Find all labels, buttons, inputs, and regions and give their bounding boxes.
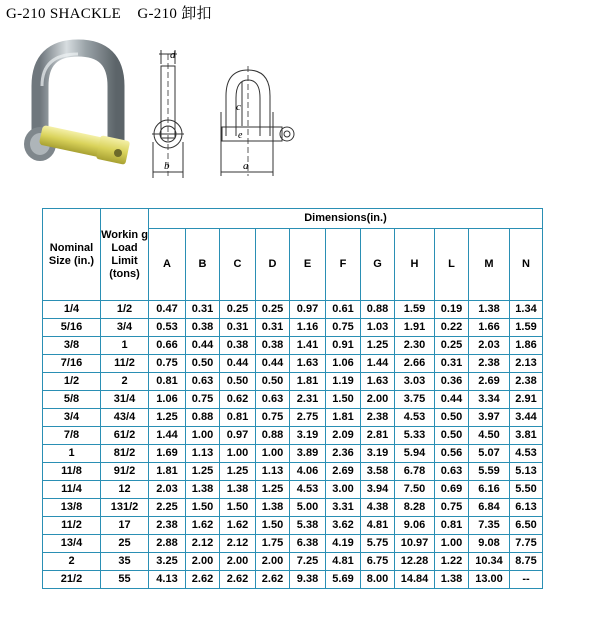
dimension-cell: 7.75 <box>510 535 543 553</box>
dimension-cell: 1.00 <box>435 535 469 553</box>
dimension-cell: 8.75 <box>510 553 543 571</box>
shackle-illustrations <box>0 26 592 206</box>
dimension-cell: 1.16 <box>290 319 326 337</box>
dimension-cell: 2.75 <box>290 409 326 427</box>
table-row <box>43 391 543 409</box>
dimension-cell: 1.81 <box>290 373 326 391</box>
dimension-column-d: D <box>256 229 290 301</box>
working-load-limit-cell: 35 <box>101 553 149 571</box>
dimension-cell: 2.81 <box>361 427 395 445</box>
dimension-cell: 2.66 <box>395 355 435 373</box>
dimension-cell: 4.53 <box>395 409 435 427</box>
label-c: c <box>236 101 241 113</box>
dimension-cell: 0.75 <box>435 499 469 517</box>
dimension-cell: 9.38 <box>290 571 326 589</box>
dimension-cell: 0.81 <box>220 409 256 427</box>
dimension-cell: 0.61 <box>326 301 361 319</box>
dimension-cell: 1.03 <box>361 319 395 337</box>
dimension-cell: 0.44 <box>186 337 220 355</box>
dimension-cell: 3.58 <box>361 463 395 481</box>
working-load-limit-cell: 12 <box>101 481 149 499</box>
table-row <box>43 535 543 553</box>
working-load-limit-cell: 1/2 <box>101 301 149 319</box>
dimension-cell: 5.13 <box>510 463 543 481</box>
dimension-cell: 2.88 <box>149 535 186 553</box>
dimension-cell: 5.69 <box>326 571 361 589</box>
dimension-cell: 6.78 <box>395 463 435 481</box>
dimension-cell: 0.75 <box>149 355 186 373</box>
table-row <box>43 337 543 355</box>
dimension-column-g: G <box>361 229 395 301</box>
dimension-cell: 2.12 <box>220 535 256 553</box>
dimension-cell: 2.69 <box>469 373 510 391</box>
dimension-cell: 1.63 <box>290 355 326 373</box>
shackle-spec-table <box>42 208 543 589</box>
dimension-cell: 2.09 <box>326 427 361 445</box>
dimension-column-h: H <box>395 229 435 301</box>
dimension-cell: 7.35 <box>469 517 510 535</box>
working-load-limit-cell: 131/2 <box>101 499 149 517</box>
dimension-cell: 4.53 <box>290 481 326 499</box>
dimension-cell: 2.36 <box>326 445 361 463</box>
dimension-cell: 5.00 <box>290 499 326 517</box>
dimension-cell: 1.62 <box>220 517 256 535</box>
dimension-cell: 3.25 <box>149 553 186 571</box>
dimension-cell: 2.30 <box>395 337 435 355</box>
dimension-cell: 3.97 <box>469 409 510 427</box>
dimension-cell: 0.25 <box>435 337 469 355</box>
working-load-limit-cell: 91/2 <box>101 463 149 481</box>
dimension-cell: 1.44 <box>361 355 395 373</box>
dimension-cell: 0.88 <box>186 409 220 427</box>
dimension-cell: 1.50 <box>256 517 290 535</box>
dimension-cell: 2.62 <box>220 571 256 589</box>
nominal-size-cell: 1/4 <box>43 301 101 319</box>
dimension-cell: 6.84 <box>469 499 510 517</box>
dimension-cell: 0.19 <box>435 301 469 319</box>
dimension-cell: 1.25 <box>256 481 290 499</box>
dimension-cell: 14.84 <box>395 571 435 589</box>
dimension-cell: 1.81 <box>326 409 361 427</box>
dimension-cell: 0.75 <box>186 391 220 409</box>
nominal-size-cell: 7/8 <box>43 427 101 445</box>
dimension-cell: 2.38 <box>469 355 510 373</box>
dimension-cell: 0.53 <box>149 319 186 337</box>
dimension-cell: 0.47 <box>149 301 186 319</box>
dimension-cell: 0.38 <box>256 337 290 355</box>
dimension-cell: 6.75 <box>361 553 395 571</box>
nominal-size-cell: 11/8 <box>43 463 101 481</box>
dimensions-header: Dimensions(in.) <box>149 209 543 229</box>
dimension-cell: 6.50 <box>510 517 543 535</box>
table-row <box>43 319 543 337</box>
dimension-cell: 2.91 <box>510 391 543 409</box>
nominal-size-cell: 13/8 <box>43 499 101 517</box>
dimension-cell: 1.25 <box>361 337 395 355</box>
dimension-cell: 0.91 <box>326 337 361 355</box>
dimension-cell: 0.50 <box>435 409 469 427</box>
dimension-column-l: L <box>435 229 469 301</box>
dimension-cell: 3.34 <box>469 391 510 409</box>
dimension-cell: 3.31 <box>326 499 361 517</box>
working-load-limit-cell: 31/4 <box>101 391 149 409</box>
table-row <box>43 553 543 571</box>
dimension-cell: 2.00 <box>361 391 395 409</box>
dimension-cell: 1.25 <box>220 463 256 481</box>
nominal-size-cell: 13/4 <box>43 535 101 553</box>
dimension-cell: 1.59 <box>510 319 543 337</box>
dimension-cell: 1.50 <box>220 499 256 517</box>
dimension-cell: 1.69 <box>149 445 186 463</box>
dimension-cell: 10.34 <box>469 553 510 571</box>
working-load-limit-cell: 81/2 <box>101 445 149 463</box>
dimension-cell: 2.31 <box>290 391 326 409</box>
working-load-limit-cell: 11/2 <box>101 355 149 373</box>
dimension-cell: 3.89 <box>290 445 326 463</box>
dimension-cell: 5.38 <box>290 517 326 535</box>
dimension-cell: 0.81 <box>435 517 469 535</box>
dimension-cell: 1.25 <box>186 463 220 481</box>
dimension-cell: 4.81 <box>326 553 361 571</box>
dimension-cell: 1.13 <box>256 463 290 481</box>
table-row <box>43 427 543 445</box>
dimension-cell: 0.31 <box>435 355 469 373</box>
dimension-cell: 0.75 <box>326 319 361 337</box>
dimension-cell: 2.13 <box>510 355 543 373</box>
dimension-cell: 3.44 <box>510 409 543 427</box>
nominal-size-cell: 21/2 <box>43 571 101 589</box>
dimension-cell: 7.25 <box>290 553 326 571</box>
dimension-cell: 1.41 <box>290 337 326 355</box>
dimension-cell: 0.44 <box>220 355 256 373</box>
dimension-cell: 0.38 <box>186 319 220 337</box>
dimension-cell: 0.44 <box>256 355 290 373</box>
nominal-size-cell: 1 <box>43 445 101 463</box>
nominal-size-cell: 5/16 <box>43 319 101 337</box>
dimension-cell: 2.00 <box>186 553 220 571</box>
dimension-cell: 3.19 <box>361 445 395 463</box>
dimension-cell: 1.00 <box>256 445 290 463</box>
dimension-cell: 0.50 <box>435 427 469 445</box>
dimension-cell: 0.50 <box>186 355 220 373</box>
dimension-cell: 4.53 <box>510 445 543 463</box>
dimension-cell: 8.00 <box>361 571 395 589</box>
dimension-cell: 0.62 <box>220 391 256 409</box>
dimension-cell: 9.08 <box>469 535 510 553</box>
dimension-cell: 3.03 <box>395 373 435 391</box>
dimension-cell: 0.66 <box>149 337 186 355</box>
dimension-cell: 4.81 <box>361 517 395 535</box>
working-load-limit-cell: 25 <box>101 535 149 553</box>
dimension-cell: 1.50 <box>326 391 361 409</box>
dimension-cell: 10.97 <box>395 535 435 553</box>
nominal-size-cell: 3/8 <box>43 337 101 355</box>
dimension-cell: 1.00 <box>220 445 256 463</box>
dimension-cell: -- <box>510 571 543 589</box>
dimension-cell: 2.62 <box>186 571 220 589</box>
dimension-cell: 0.63 <box>186 373 220 391</box>
dimension-cell: 3.62 <box>326 517 361 535</box>
dimension-column-e: E <box>290 229 326 301</box>
dimension-cell: 1.62 <box>186 517 220 535</box>
table-row <box>43 445 543 463</box>
dimension-cell: 8.28 <box>395 499 435 517</box>
dimension-cell: 2.12 <box>186 535 220 553</box>
dimension-cell: 4.06 <box>290 463 326 481</box>
dimension-cell: 4.13 <box>149 571 186 589</box>
dimension-cell: 1.06 <box>149 391 186 409</box>
dimension-cell: 0.75 <box>256 409 290 427</box>
shackle-front-drawing <box>221 66 294 176</box>
dimension-cell: 5.59 <box>469 463 510 481</box>
dimension-cell: 2.03 <box>149 481 186 499</box>
dimension-cell: 2.69 <box>326 463 361 481</box>
nominal-size-cell: 2 <box>43 553 101 571</box>
dimension-cell: 1.38 <box>220 481 256 499</box>
dimension-column-f: F <box>326 229 361 301</box>
dimension-cell: 2.03 <box>469 337 510 355</box>
dimension-cell: 0.36 <box>435 373 469 391</box>
dimension-cell: 1.06 <box>326 355 361 373</box>
dimension-cell: 1.38 <box>256 499 290 517</box>
working-load-limit-cell: 43/4 <box>101 409 149 427</box>
working-load-limit-cell: 61/2 <box>101 427 149 445</box>
dimension-cell: 6.16 <box>469 481 510 499</box>
working-load-limit-cell: 2 <box>101 373 149 391</box>
dimension-cell: 0.97 <box>220 427 256 445</box>
dimension-cell: 6.38 <box>290 535 326 553</box>
shackle-photo <box>24 48 130 165</box>
dimension-cell: 0.69 <box>435 481 469 499</box>
nominal-size-cell: 7/16 <box>43 355 101 373</box>
dimension-cell: 0.56 <box>435 445 469 463</box>
dimension-cell: 2.62 <box>256 571 290 589</box>
dimension-column-m: M <box>469 229 510 301</box>
dimension-cell: 1.50 <box>186 499 220 517</box>
dimension-cell: 0.22 <box>435 319 469 337</box>
table-row <box>43 517 543 535</box>
dimension-cell: 1.91 <box>395 319 435 337</box>
dimension-cell: 2.38 <box>510 373 543 391</box>
label-b: b <box>164 160 170 172</box>
dimension-cell: 7.50 <box>395 481 435 499</box>
table-row <box>43 409 543 427</box>
dimension-cell: 12.28 <box>395 553 435 571</box>
dimension-cell: 0.25 <box>220 301 256 319</box>
dimension-cell: 0.81 <box>149 373 186 391</box>
dimension-cell: 1.81 <box>149 463 186 481</box>
table-row <box>43 355 543 373</box>
dimension-cell: 1.38 <box>469 301 510 319</box>
label-a: a <box>243 160 249 172</box>
label-e: e <box>238 130 243 141</box>
page-title: G-210 SHACKLE G-210 卸扣 <box>6 6 212 22</box>
working-load-limit-cell: 55 <box>101 571 149 589</box>
dimension-cell: 1.19 <box>326 373 361 391</box>
dimension-cell: 1.59 <box>395 301 435 319</box>
dimension-cell: 3.00 <box>326 481 361 499</box>
dimension-cell: 5.33 <box>395 427 435 445</box>
nominal-size-cell: 11/4 <box>43 481 101 499</box>
dimension-cell: 1.66 <box>469 319 510 337</box>
dimension-column-c: C <box>220 229 256 301</box>
nominal-size-cell: 1/2 <box>43 373 101 391</box>
dimension-cell: 1.44 <box>149 427 186 445</box>
working-load-limit-cell: 1 <box>101 337 149 355</box>
dimension-cell: 5.75 <box>361 535 395 553</box>
dimension-cell: 4.38 <box>361 499 395 517</box>
dimension-cell: 5.50 <box>510 481 543 499</box>
dimension-cell: 0.44 <box>435 391 469 409</box>
nominal-size-cell: 5/8 <box>43 391 101 409</box>
dimension-cell: 2.00 <box>256 553 290 571</box>
working-load-limit-cell: 3/4 <box>101 319 149 337</box>
dimension-column-a: A <box>149 229 186 301</box>
dimension-cell: 0.97 <box>290 301 326 319</box>
dimension-cell: 0.50 <box>220 373 256 391</box>
dimension-cell: 1.22 <box>435 553 469 571</box>
dimension-cell: 3.94 <box>361 481 395 499</box>
label-d: d <box>170 49 176 61</box>
dimension-column-n: N <box>510 229 543 301</box>
dimension-cell: 6.13 <box>510 499 543 517</box>
dimension-cell: 0.31 <box>220 319 256 337</box>
nominal-size-header: Nominal Size (in.) <box>43 209 101 301</box>
working-load-limit-header: Workin g Load Limit (tons) <box>101 209 149 301</box>
dimension-cell: 0.31 <box>186 301 220 319</box>
dimension-cell: 1.34 <box>510 301 543 319</box>
table-row <box>43 499 543 517</box>
nominal-size-cell: 11/2 <box>43 517 101 535</box>
dimension-cell: 0.88 <box>256 427 290 445</box>
dimension-cell: 4.50 <box>469 427 510 445</box>
table-row <box>43 571 543 589</box>
dimension-cell: 0.88 <box>361 301 395 319</box>
dimension-cell: 0.25 <box>256 301 290 319</box>
dimension-cell: 0.63 <box>435 463 469 481</box>
dimension-cell: 3.81 <box>510 427 543 445</box>
dimension-cell: 2.38 <box>361 409 395 427</box>
dimension-cell: 2.00 <box>220 553 256 571</box>
dimension-cell: 1.86 <box>510 337 543 355</box>
table-row <box>43 481 543 499</box>
working-load-limit-cell: 17 <box>101 517 149 535</box>
dimension-cell: 0.63 <box>256 391 290 409</box>
dimension-cell: 5.07 <box>469 445 510 463</box>
dimension-cell: 1.63 <box>361 373 395 391</box>
dimension-cell: 1.13 <box>186 445 220 463</box>
dimension-cell: 1.38 <box>186 481 220 499</box>
dimension-cell: 1.75 <box>256 535 290 553</box>
dimension-cell: 2.38 <box>149 517 186 535</box>
table-row <box>43 373 543 391</box>
dimension-cell: 0.31 <box>256 319 290 337</box>
dimension-cell: 0.50 <box>256 373 290 391</box>
table-row <box>43 301 543 319</box>
shackle-side-drawing <box>152 50 184 178</box>
dimension-cell: 1.25 <box>149 409 186 427</box>
dimension-cell: 9.06 <box>395 517 435 535</box>
dimension-cell: 3.19 <box>290 427 326 445</box>
dimension-cell: 5.94 <box>395 445 435 463</box>
dimension-cell: 2.25 <box>149 499 186 517</box>
dimension-cell: 13.00 <box>469 571 510 589</box>
dimension-cell: 3.75 <box>395 391 435 409</box>
dimension-cell: 1.00 <box>186 427 220 445</box>
dimension-cell: 4.19 <box>326 535 361 553</box>
dimension-cell: 1.38 <box>435 571 469 589</box>
nominal-size-cell: 3/4 <box>43 409 101 427</box>
table-row <box>43 463 543 481</box>
dimension-cell: 0.38 <box>220 337 256 355</box>
dimension-column-b: B <box>186 229 220 301</box>
